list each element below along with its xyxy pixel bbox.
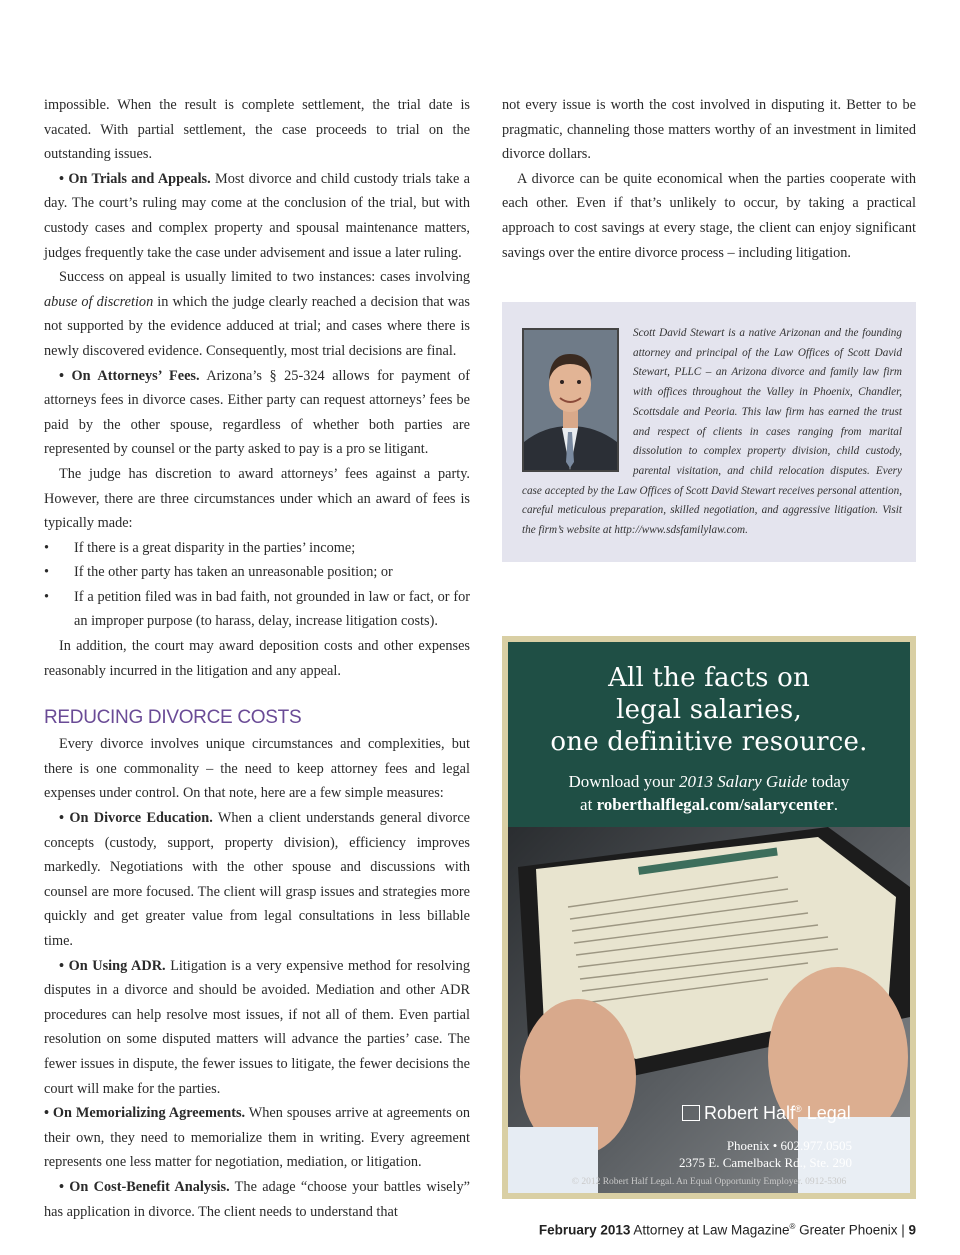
paragraph-text: When spouses arrive at agreements on their own, they need to memorialize them in writing. Every agreement represents one less matter for negotiation, mediation, or litigation. bbox=[44, 1105, 470, 1171]
paragraph-trials-appeals bbox=[44, 167, 470, 265]
ad-subtext-part: . bbox=[833, 795, 838, 814]
ad-phone: Phoenix • 602.977.0505 bbox=[726, 1138, 852, 1153]
robert-half-logo bbox=[682, 1103, 904, 1124]
ad-subtext bbox=[508, 770, 910, 816]
paragraph-text: in which the judge clearly reached a decision that was not supported by the evidence adduced at trial; and cases where there is newly discovered evidence. Consequently, most trial decisions are final. bbox=[44, 293, 470, 359]
list-item bbox=[44, 585, 470, 634]
paragraph-text: When a client understands general divorce concepts (custody, support, property division), efficiency improves markedly. Negotiations with the other spouse and discussions with counsel are more focused. The client will grasp issues and strategies more quickly and get greater value from legal consultations in less billable time. bbox=[44, 810, 471, 949]
ad-subtext-part: at bbox=[580, 795, 597, 814]
paragraph: Every divorce involves unique circumstances and complexities, but there is one commonality – the need to keep attorney fees and legal expenses under control. On that note, here are a few simple measures: bbox=[44, 736, 470, 802]
ad-subtext-part: today bbox=[807, 772, 850, 791]
list-item-text: If a petition filed was in bad faith, not grounded in law or fact, or for an improper purpose (to harass, delay, increase litigation costs). bbox=[74, 588, 470, 630]
list-item bbox=[44, 560, 470, 585]
issue-date: February 2013 bbox=[538, 1222, 631, 1238]
ad-copyright: © 2012 Robert Half Legal. An Equal Opportunity Employer. 0912-5306 bbox=[571, 1177, 847, 1187]
run-in-heading: • On Using ADR. bbox=[59, 957, 166, 974]
ad-tablet-photo bbox=[508, 827, 910, 1193]
paragraph: In addition, the court may award deposition costs and other expenses reasonably incurred in the litigation and any appeal. bbox=[44, 638, 470, 679]
emphasis: abuse of discretion bbox=[44, 293, 154, 310]
registered-mark: ® bbox=[795, 1104, 802, 1114]
paragraph-divorce-education bbox=[44, 806, 470, 954]
paragraph-memorializing bbox=[44, 1101, 470, 1175]
ad-headline-line: legal salaries, bbox=[616, 695, 802, 725]
list-item-text: If there is a great disparity in the parties’ income; bbox=[74, 539, 356, 556]
ad-address: 2375 E. Camelback Rd., Ste. 290 bbox=[679, 1155, 852, 1170]
paragraph-text: Litigation is a very expensive method for resolving disputes in a divorce and should be avoided. Mediation and other ADR procedures can help resolve most issues, if not all of them. Even partial resolution on some disputed matters will advance the parties’ case. The fewer issues in dispute, the fewer issues to litigate, the fewer decisions the court will make for the parties. bbox=[44, 957, 470, 1097]
ad-url-link[interactable]: roberthalflegal.com/salarycenter bbox=[596, 795, 834, 814]
advertisement[interactable] bbox=[502, 636, 916, 1199]
paragraph-appeal bbox=[44, 265, 470, 363]
paragraph-attorneys-fees bbox=[44, 364, 470, 462]
page-footer bbox=[539, 1222, 916, 1238]
author-bio-text bbox=[522, 324, 902, 541]
list-item bbox=[44, 536, 470, 561]
paragraph: impossible. When the result is complete settlement, the trial date is vacated. With partial settlement, the case proceeds to trial on the outstanding issues. bbox=[44, 97, 470, 163]
bullet-icon: • bbox=[44, 539, 50, 556]
list-item-text: If the other party has taken an unreasonable position; or bbox=[74, 564, 393, 581]
bullet-icon: • bbox=[44, 564, 50, 581]
bio-text: Scott David Stewart is a native Arizonan and the founding attorney and principal of the Law Offices of Scott David Stewart, PLLC – an Arizona divorce and family law firm with offices throughout the Valley in Phoenix, Chandler, Scottsdale and Peoria. This law firm has earned the trust and respect of clients in cases ranging from marital dissolution to complex property division, child custody, parental visitation, and child relocation disputes. Every case accepted by the Law Offices of Scott David Stewart receives personal attention, careful meticulous preparation, skilled negotiation, and aggressive litigation. Visit the firm’s website at http://www.sdsfamilylaw.com. bbox=[522, 327, 902, 537]
ad-headline-line: All the facts on bbox=[608, 663, 810, 693]
paragraph-using-adr bbox=[44, 954, 470, 1102]
run-in-heading: • On Trials and Appeals. bbox=[59, 170, 211, 187]
run-in-heading: • On Cost-Benefit Analysis. bbox=[59, 1178, 230, 1195]
paragraph-text: The adage “choose your battles wisely” has application in divorce. The client needs to understand that bbox=[44, 1178, 470, 1220]
paragraph: The judge has discretion to award attorneys’ fees against a party. However, there are three circumstances under which an award of fees is typically made: bbox=[44, 465, 470, 532]
logo-legal: Legal bbox=[801, 1103, 851, 1123]
registered-mark: ® bbox=[789, 1222, 796, 1231]
paragraph: A divorce can be quite economical when the parties cooperate with each other. Even if that’s unlikely to occur, by taking a practical approach to cost savings at every stage, the client can enjoy significant savings over the entire divorce process – including litigation. bbox=[502, 170, 916, 261]
ad-subtext-part: Download your bbox=[568, 772, 679, 791]
paragraph-cost-benefit bbox=[44, 1175, 470, 1224]
ad-headline-line: one definitive resource. bbox=[550, 727, 868, 757]
publication-region: Greater Phoenix | bbox=[795, 1222, 909, 1238]
run-in-heading: • On Attorneys’ Fees. bbox=[59, 367, 200, 384]
ad-contact bbox=[679, 1137, 852, 1171]
logo-text: Robert Half bbox=[704, 1103, 796, 1123]
run-in-heading: • On Memorializing Agreements. bbox=[44, 1105, 246, 1122]
bullet-icon: • bbox=[44, 588, 50, 605]
right-column bbox=[502, 93, 916, 265]
ad-guide-title: 2013 Salary Guide bbox=[679, 772, 808, 791]
run-in-heading: • On Divorce Education. bbox=[59, 810, 213, 827]
paragraph-text: Arizona’s § 25-324 allows for payment of attorneys fees in divorce cases. Either party can request attorneys’ fees be paid by the other spouse, regardless of whether both parties are represented by counsel or the party asked to pay is a pro se litigant. bbox=[44, 367, 470, 458]
page-number: 9 bbox=[908, 1222, 916, 1238]
paragraph-text: Most divorce and child custody trials take a day. The court’s ruling may come at the conclusion of the trial, but with custody cases and complex property and spousal maintenance matters, judges frequently take the case under advisement and issue a later ruling. bbox=[44, 170, 470, 261]
left-column bbox=[44, 93, 470, 1224]
section-heading: REDUCING DIVORCE COSTS bbox=[44, 707, 302, 729]
paragraph: not every issue is worth the cost involved in disputing it. Better to be pragmatic, channeling those matters worthy of an investment in limited divorce dollars. bbox=[502, 97, 916, 163]
publication-name: Attorney at Law Magazine bbox=[630, 1222, 790, 1238]
rh-logo-icon bbox=[682, 1105, 700, 1121]
ad-headline bbox=[508, 662, 910, 758]
paragraph-text: Success on appeal is usually limited to two instances: cases involving bbox=[59, 269, 470, 286]
ad-header-panel bbox=[508, 642, 910, 827]
author-bio-box bbox=[502, 302, 916, 562]
